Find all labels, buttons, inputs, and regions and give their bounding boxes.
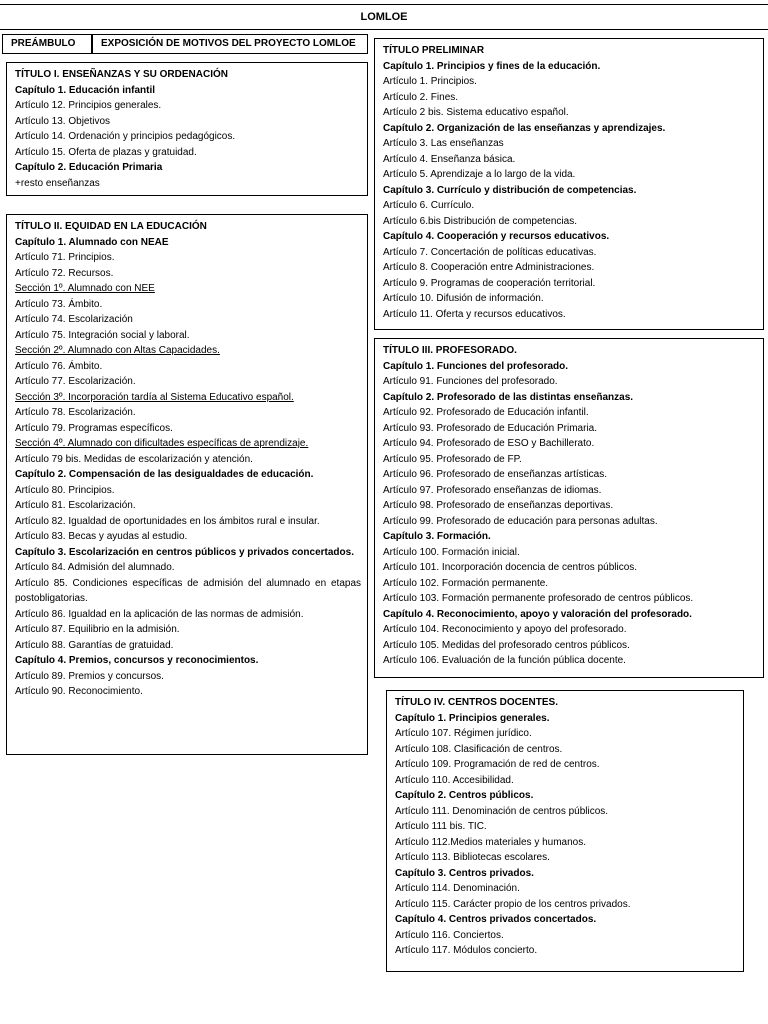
article-item: Artículo 106. Evaluación de la función pública docente.: [383, 655, 626, 666]
titulo-4-box: [386, 690, 744, 972]
article-item: Artículo 1. Principios.: [383, 76, 477, 87]
article-item: Artículo 117. Módulos concierto.: [395, 945, 538, 956]
article-item: Artículo 2. Fines.: [383, 91, 459, 103]
chapter-heading: Capítulo 1. Principios y fines de la educación.: [383, 60, 601, 72]
section-subheading: Sección 4º. Alumnado con dificultades específicas de aprendizaje.: [15, 438, 309, 449]
article-item: Artículo 73. Ámbito.: [15, 298, 103, 310]
section-heading: TÍTULO III. PROFESORADO.: [383, 345, 517, 356]
article-item: Artículo 74. Escolarización: [15, 314, 133, 325]
article-item: Artículo 75. Integración social y laboral.: [15, 329, 190, 341]
article-item: Artículo 8. Cooperación entre Administraciones.: [383, 262, 595, 273]
article-item: Artículo 83. Becas y ayudas al estudio.: [15, 531, 188, 542]
article-item: Artículo 85. Condiciones específicas de admisión del alumnado en etapas postobligatorias.: [15, 577, 361, 604]
section-heading: TÍTULO IV. CENTROS DOCENTES.: [395, 697, 558, 708]
article-item: Artículo 77. Escolarización.: [15, 376, 136, 387]
article-item: Artículo 2 bis. Sistema educativo español.: [383, 107, 569, 118]
article-item: Artículo 6. Currículo.: [383, 200, 475, 211]
chapter-heading: Capítulo 2. Profesorado de las distintas enseñanzas.: [383, 391, 634, 403]
article-item: Artículo 15. Oferta de plazas y gratuidad.: [15, 146, 197, 158]
chapter-heading: Capítulo 1. Funciones del profesorado.: [383, 360, 569, 372]
article-item: Artículo 104. Reconocimiento y apoyo del profesorado.: [383, 624, 627, 635]
article-item: Artículo 92. Profesorado de Educación infantil.: [383, 407, 589, 418]
article-item: Artículo 7. Concertación de políticas educativas.: [383, 246, 597, 258]
chapter-heading: Capítulo 3. Currículo y distribución de competencias.: [383, 184, 637, 196]
article-item: Artículo 4. Enseñanza básica.: [383, 153, 516, 165]
article-item: Artículo 93. Profesorado de Educación Primaria.: [383, 422, 597, 434]
article-item: Artículo 10. Difusión de información.: [383, 293, 544, 304]
section-subheading: Sección 3º. Incorporación tardía al Sistema Educativo español.: [15, 391, 294, 403]
article-item: Artículo 11. Oferta y recursos educativos.: [383, 308, 566, 320]
article-item: Artículo 80. Principios.: [15, 484, 115, 496]
article-item: Artículo 103. Formación permanente profesorado de centros públicos.: [383, 593, 694, 604]
chapter-heading: Capítulo 1. Principios generales.: [395, 712, 550, 724]
article-item: Artículo 91. Funciones del profesorado.: [383, 376, 558, 387]
article-item: Artículo 114. Denominación.: [395, 883, 520, 894]
article-item: Artículo 116. Conciertos.: [395, 929, 504, 941]
chapter-heading: Capítulo 1. Educación infantil: [15, 84, 156, 96]
preambulo-label: PREÁMBULO: [2, 34, 92, 54]
article-item: Artículo 94. Profesorado de ESO y Bachillerato.: [383, 438, 595, 449]
chapter-heading: Capítulo 2. Organización de las enseñanzas y aprendizajes.: [383, 122, 666, 134]
article-item: Artículo 101. Incorporación docencia de centros públicos.: [383, 562, 638, 573]
article-item: Artículo 79. Programas específicos.: [15, 422, 173, 434]
article-item: Artículo 95. Profesorado de FP.: [383, 453, 522, 465]
article-item: Artículo 90. Reconocimiento.: [15, 686, 143, 697]
article-item: Artículo 111. Denominación de centros públicos.: [395, 805, 609, 817]
article-item: Artículo 9. Programas de cooperación territorial.: [383, 277, 596, 289]
article-item: Artículo 79 bis. Medidas de escolarización y atención.: [15, 453, 253, 465]
chapter-heading: Capítulo 2. Educación Primaria: [15, 162, 163, 173]
article-item: Artículo 105. Medidas del profesorado centros públicos.: [383, 639, 630, 651]
article-item: Artículo 86. Igualdad en la aplicación de las normas de admisión.: [15, 608, 304, 620]
article-item: Artículo 98. Profesorado de enseñanzas deportivas.: [383, 500, 614, 511]
article-item: Artículo 78. Escolarización.: [15, 407, 136, 418]
article-item: Artículo 97. Profesorado enseñanzas de idiomas.: [383, 484, 602, 496]
article-item: Artículo 89. Premios y concursos.: [15, 670, 164, 682]
article-item: +resto enseñanzas: [15, 177, 100, 189]
chapter-heading: Capítulo 3. Formación.: [383, 531, 491, 542]
article-item: Artículo 87. Equilibrio en la admisión.: [15, 624, 180, 635]
article-item: Artículo 3. Las enseñanzas: [383, 138, 504, 149]
article-item: Artículo 115. Carácter propio de los centros privados.: [395, 898, 631, 910]
article-item: Artículo 99. Profesorado de educación para personas adultas.: [383, 515, 658, 527]
article-item: Artículo 84. Admisión del alumnado.: [15, 562, 175, 573]
chapter-heading: Capítulo 2. Compensación de las desigualdades de educación.: [15, 469, 314, 480]
article-item: Artículo 5. Aprendizaje a lo largo de la vida.: [383, 169, 576, 180]
article-item: Artículo 88. Garantías de gratuidad.: [15, 639, 174, 651]
article-item: Artículo 13. Objetivos: [15, 115, 111, 127]
article-item: Artículo 72. Recursos.: [15, 267, 114, 279]
section-subheading: Sección 1º. Alumnado con NEE: [15, 283, 155, 294]
chapter-heading: Capítulo 2. Centros públicos.: [395, 790, 534, 801]
section-heading: TÍTULO I. ENSEÑANZAS Y SU ORDENACIÓN: [15, 69, 228, 80]
article-item: Artículo 96. Profesorado de enseñanzas artísticas.: [383, 469, 608, 480]
titulo-3-box: [374, 338, 764, 678]
titulo-2-box: [6, 214, 368, 755]
document-title: LOMLOE: [0, 4, 768, 30]
article-item: Artículo 102. Formación permanente.: [383, 577, 549, 589]
article-item: Artículo 111 bis. TIC.: [395, 821, 487, 832]
section-heading: TÍTULO PRELIMINAR: [383, 45, 485, 56]
article-item: Artículo 108. Clasificación de centros.: [395, 743, 563, 755]
titulo-1-box: [6, 62, 368, 196]
article-item: Artículo 81. Escolarización.: [15, 500, 136, 511]
article-item: Artículo 14. Ordenación y principios pedagógicos.: [15, 131, 236, 142]
article-item: Artículo 100. Formación inicial.: [383, 546, 520, 558]
exposicion-motivos-label: EXPOSICIÓN DE MOTIVOS DEL PROYECTO LOMLOE: [92, 34, 368, 54]
article-item: Artículo 113. Bibliotecas escolares.: [395, 852, 550, 863]
section-heading: TÍTULO II. EQUIDAD EN LA EDUCACIÓN: [15, 221, 207, 232]
article-item: Artículo 110. Accesibilidad.: [395, 774, 514, 786]
article-item: Artículo 12. Principios generales.: [15, 100, 162, 111]
article-item: Artículo 82. Igualdad de oportunidades en los ámbitos rural e insular.: [15, 515, 320, 527]
chapter-heading: Capítulo 1. Alumnado con NEAE: [15, 236, 169, 248]
article-item: Artículo 6.bis Distribución de competencias.: [383, 215, 577, 227]
titulo-preliminar-box: [374, 38, 764, 330]
chapter-heading: Capítulo 4. Centros privados concertados.: [395, 914, 597, 925]
chapter-heading: Capítulo 3. Centros privados.: [395, 867, 534, 879]
article-item: Artículo 71. Principios.: [15, 252, 115, 263]
chapter-heading: Capítulo 4. Reconocimiento, apoyo y valoración del profesorado.: [383, 608, 692, 620]
article-item: Artículo 76. Ámbito.: [15, 360, 103, 372]
section-subheading: Sección 2º. Alumnado con Altas Capacidades.: [15, 345, 220, 356]
article-item: Artículo 109. Programación de red de centros.: [395, 759, 600, 770]
chapter-heading: Capítulo 3. Escolarización en centros públicos y privados concertados.: [15, 546, 354, 558]
chapter-heading: Capítulo 4. Cooperación y recursos educativos.: [383, 231, 610, 242]
chapter-heading: Capítulo 4. Premios, concursos y reconocimientos.: [15, 655, 259, 666]
article-item: Artículo 112.Medios materiales y humanos.: [395, 836, 587, 848]
article-item: Artículo 107. Régimen jurídico.: [395, 728, 532, 739]
